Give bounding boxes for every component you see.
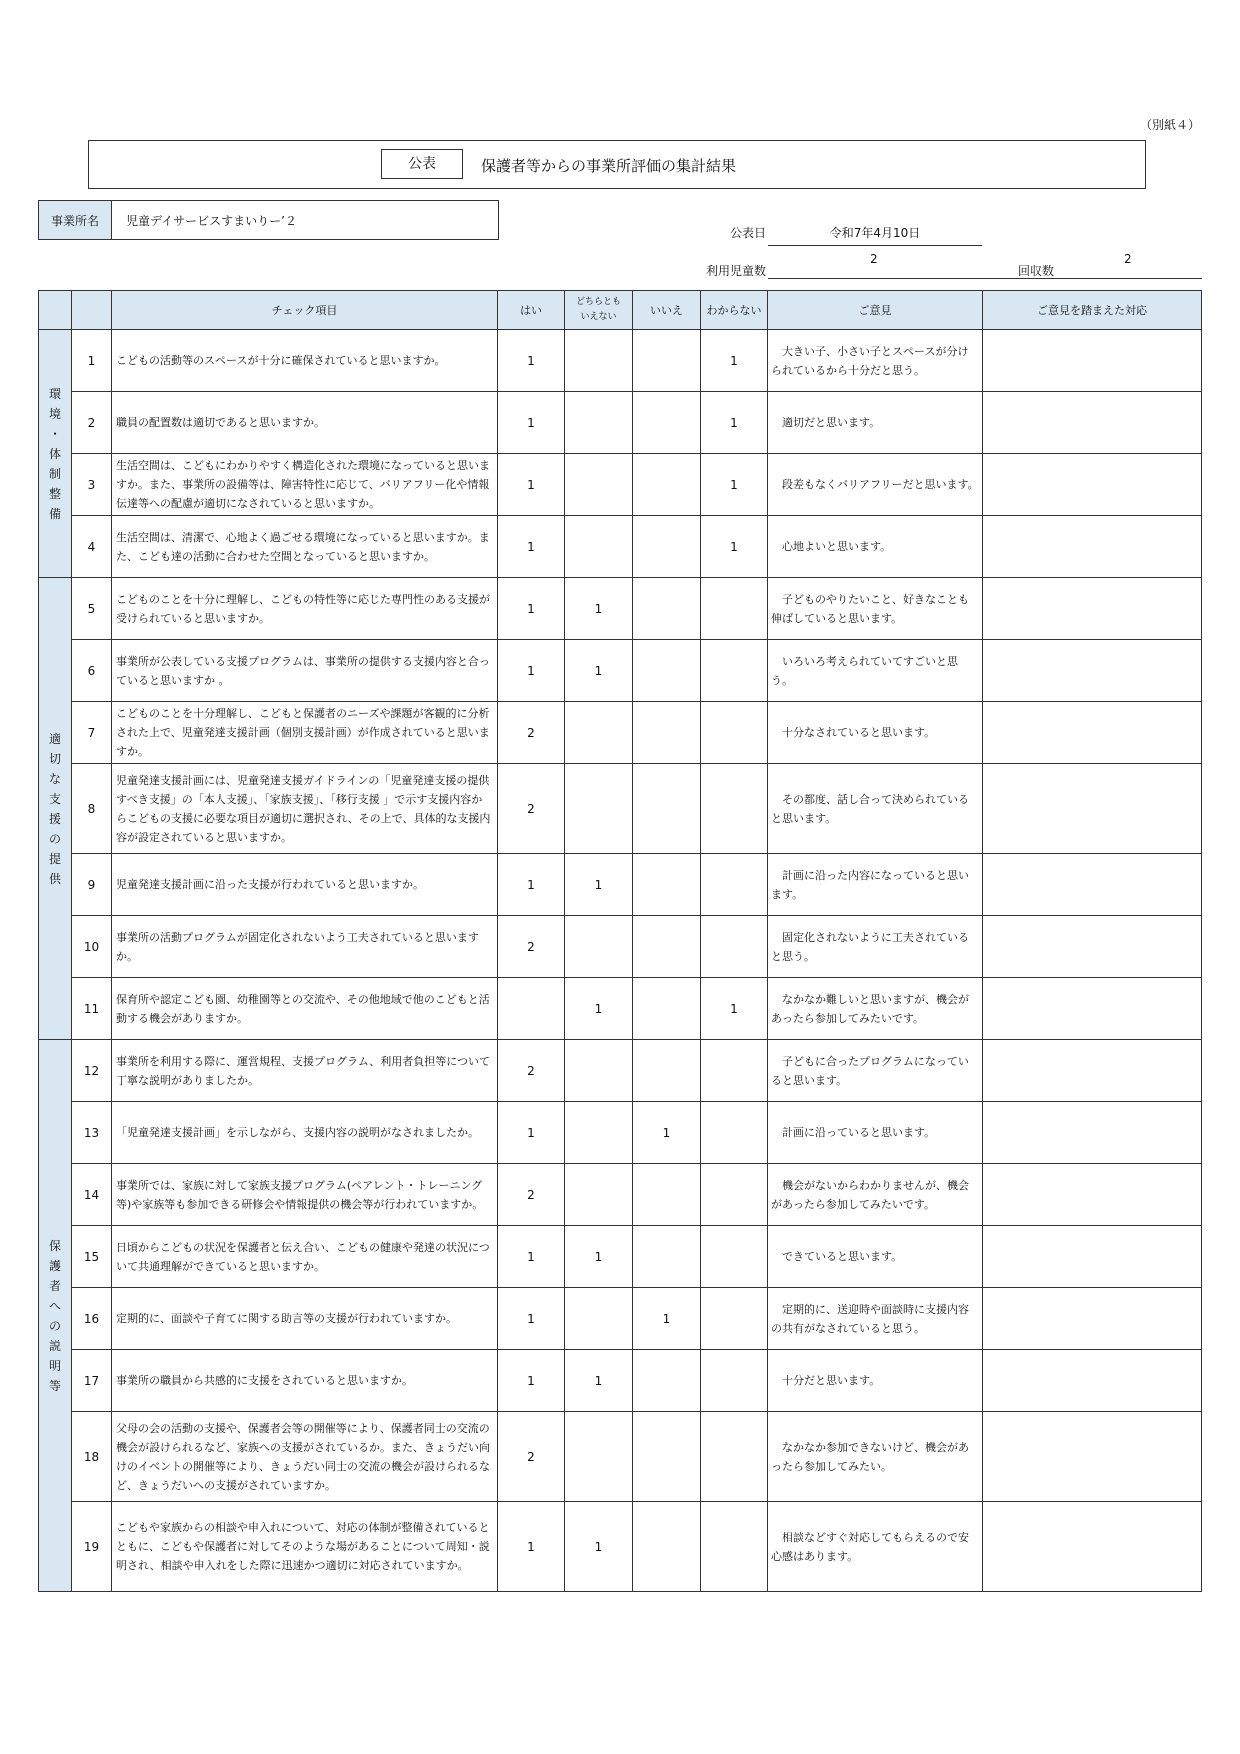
category-char: の: [48, 831, 61, 846]
unknown-count: [701, 1226, 768, 1288]
opinion-text: なかなか参加できないけど、機会があったら参加してみたい。: [768, 1412, 983, 1502]
check-item: 生活空間は、こどもにわかりやすく構造化された環境になっていると思いますか。また、事業所の設備等は、障害特性に応じて、バリアフリー化や情報伝達等への配慮が適切になされていると思いますか。: [112, 454, 498, 516]
neutral-count: [565, 702, 633, 764]
row-number: 5: [72, 578, 112, 640]
row-number: 14: [72, 1164, 112, 1226]
yes-count: 1: [498, 1102, 565, 1164]
no-count: [633, 1164, 701, 1226]
table-row: [39, 392, 1202, 454]
check-item: こどもや家族からの相談や申入れについて、対応の体制が整備されているとともに、こどもや保護者に対してそのような場があることについて周知・説明され、相談や申入れをした際に迅速かつ適切に対応されていますか。: [112, 1502, 498, 1592]
yes-count: 1: [498, 1502, 565, 1592]
response-cell: [983, 1350, 1202, 1412]
yes-count: 1: [498, 640, 565, 702]
no-count: [633, 978, 701, 1040]
no-count: 1: [633, 1288, 701, 1350]
yes-count: 2: [498, 1412, 565, 1502]
check-item: 事業所の職員から共感的に支援をされていると思いますか。: [112, 1350, 498, 1412]
neutral-count: [565, 916, 633, 978]
opinion-text: 大きい子、小さい子とスペースが分けられているから十分だと思う。: [768, 330, 983, 392]
public-tag: 公表: [381, 149, 463, 179]
opinion-text: 子どものやりたいこと、好きなことも伸ばしていると思います。: [768, 578, 983, 640]
check-item: 事業所では、家族に対して家族支援プログラム(ペアレント・トレーニング等)や家族等も参加できる研修会や情報提供の機会等が行われていますか。: [112, 1164, 498, 1226]
appendix-label: （別紙４）: [1139, 118, 1200, 132]
opinion-text: 相談などすぐ対応してもらえるので安心感はあります。: [768, 1502, 983, 1592]
category-char: へ: [48, 1298, 61, 1313]
table-row: [39, 640, 1202, 702]
yes-count: 2: [498, 702, 565, 764]
header-response: ご意見を踏まえた対応: [983, 291, 1202, 330]
users-count-label: 利用児童数: [706, 264, 767, 278]
yes-count: 1: [498, 1288, 565, 1350]
unknown-count: [701, 1502, 768, 1592]
yes-count: [498, 978, 565, 1040]
check-item: こどもの活動等のスペースが十分に確保されていると思いますか。: [112, 330, 498, 392]
header-neutral-line1: どちらとも: [575, 297, 621, 307]
unknown-count: 1: [701, 516, 768, 578]
category-char: 保: [48, 1238, 61, 1253]
row-number: 19: [72, 1502, 112, 1592]
neutral-count: [565, 516, 633, 578]
opinion-text: 固定化されないように工夫されていると思う。: [768, 916, 983, 978]
yes-count: 1: [498, 392, 565, 454]
no-count: [633, 702, 701, 764]
header-no: いいえ: [633, 291, 701, 330]
yes-count: 1: [498, 854, 565, 916]
office-name-label: 事業所名: [39, 201, 112, 239]
category-char: ・: [48, 426, 61, 441]
table-row: [39, 1502, 1202, 1592]
no-count: [633, 516, 701, 578]
table-row: [39, 1040, 1202, 1102]
table-row: [39, 702, 1202, 764]
yes-count: 2: [498, 1164, 565, 1226]
opinion-text: なかなか難しいと思いますが、機会があったら参加してみたいです。: [768, 978, 983, 1040]
yes-count: 1: [498, 454, 565, 516]
row-number: 10: [72, 916, 112, 978]
neutral-count: [565, 1102, 633, 1164]
row-number: 2: [72, 392, 112, 454]
neutral-count: [565, 454, 633, 516]
yes-count: 2: [498, 764, 565, 854]
unknown-count: [701, 640, 768, 702]
neutral-count: [565, 1412, 633, 1502]
response-cell: [983, 978, 1202, 1040]
row-number: 1: [72, 330, 112, 392]
header-neutral: [565, 291, 633, 330]
header-yes: はい: [498, 291, 565, 330]
neutral-count: [565, 1288, 633, 1350]
category-char: 提: [48, 851, 61, 866]
category-char: 環: [48, 386, 61, 401]
response-cell: [983, 916, 1202, 978]
response-cell: [983, 1288, 1202, 1350]
response-cell: [983, 640, 1202, 702]
unknown-count: [701, 1102, 768, 1164]
category-char: 整: [48, 486, 61, 501]
response-cell: [983, 1164, 1202, 1226]
yes-count: 1: [498, 1350, 565, 1412]
response-cell: [983, 1502, 1202, 1592]
document-title: 保護者等からの事業所評価の集計結果: [481, 157, 737, 175]
table-row: [39, 578, 1202, 640]
check-item: 日頃からこどもの状況を保護者と伝え合い、こどもの健康や発達の状況について共通理解ができていると思いますか。: [112, 1226, 498, 1288]
row-number: 12: [72, 1040, 112, 1102]
opinion-text: 心地よいと思います。: [768, 516, 983, 578]
no-count: [633, 640, 701, 702]
response-cell: [983, 454, 1202, 516]
neutral-count: 1: [565, 640, 633, 702]
row-number: 18: [72, 1412, 112, 1502]
unknown-count: [701, 916, 768, 978]
neutral-count: [565, 1164, 633, 1226]
opinion-text: 段差もなくバリアフリーだと思います。: [768, 454, 983, 516]
yes-count: 1: [498, 330, 565, 392]
header-opinion: ご意見: [768, 291, 983, 330]
neutral-count: [565, 1040, 633, 1102]
publication-date-value: 令和7年4月10日: [768, 224, 982, 246]
table-row: [39, 1164, 1202, 1226]
unknown-count: [701, 764, 768, 854]
response-cell: [983, 1226, 1202, 1288]
no-count: [633, 1502, 701, 1592]
title-box: [88, 140, 1146, 189]
category-char: な: [48, 771, 61, 786]
table-row: [39, 978, 1202, 1040]
neutral-count: [565, 330, 633, 392]
table-row: [39, 1288, 1202, 1350]
check-item: 児童発達支援計画には、児童発達支援ガイドラインの「児童発達支援の提供すべき支援」の「本人支援」、「家族支援」、「移行支援 」で示す支援内容からこどもの支援に必要な項目が適切に選択され、その上で、具体的な支援内容が設定されていると思いますか。: [112, 764, 498, 854]
table-row: [39, 916, 1202, 978]
no-count: [633, 1412, 701, 1502]
unknown-count: 1: [701, 454, 768, 516]
category-char: 制: [48, 466, 61, 481]
unknown-count: [701, 1412, 768, 1502]
row-number: 9: [72, 854, 112, 916]
unknown-count: 1: [701, 978, 768, 1040]
opinion-text: その都度、話し合って決められていると思います。: [768, 764, 983, 854]
check-item: 定期的に、面談や子育てに関する助言等の支援が行われていますか。: [112, 1288, 498, 1350]
table-row: [39, 516, 1202, 578]
office-name-value: 児童デイサービスすまいりー’２: [126, 213, 297, 228]
no-count: [633, 764, 701, 854]
opinion-text: 計画に沿っていると思います。: [768, 1102, 983, 1164]
table-row: [39, 1226, 1202, 1288]
unknown-count: 1: [701, 330, 768, 392]
opinion-text: 計画に沿った内容になっていると思います。: [768, 854, 983, 916]
count-underline: [768, 278, 1202, 279]
header-number: [72, 291, 112, 330]
no-count: [633, 392, 701, 454]
check-item: 事業所が公表している支援プログラムは、事業所の提供する支援内容と合っていると思いますか 。: [112, 640, 498, 702]
row-number: 11: [72, 978, 112, 1040]
response-cell: [983, 392, 1202, 454]
check-item: こどものことを十分理解し、こどもと保護者のニーズや課題が客観的に分析された上で、児童発達支援計画（個別支援計画）が作成されていると思いますか。: [112, 702, 498, 764]
category-char: 支: [48, 791, 61, 806]
yes-count: 1: [498, 578, 565, 640]
neutral-count: 1: [565, 1226, 633, 1288]
row-number: 17: [72, 1350, 112, 1412]
row-number: 6: [72, 640, 112, 702]
category-char: 者: [48, 1278, 61, 1293]
table-row: [39, 1412, 1202, 1502]
neutral-count: [565, 764, 633, 854]
opinion-text: いろいろ考えられていてすごいと思う。: [768, 640, 983, 702]
yes-count: 1: [498, 1226, 565, 1288]
unknown-count: 1: [701, 392, 768, 454]
row-number: 4: [72, 516, 112, 578]
neutral-count: [565, 392, 633, 454]
row-number: 7: [72, 702, 112, 764]
unknown-count: [701, 1040, 768, 1102]
row-number: 3: [72, 454, 112, 516]
opinion-text: 子どもに合ったプログラムになっていると思います。: [768, 1040, 983, 1102]
no-count: 1: [633, 1102, 701, 1164]
unknown-count: [701, 854, 768, 916]
responses-count-label: 回収数: [1018, 264, 1055, 278]
category-char: 切: [48, 751, 61, 766]
no-count: [633, 578, 701, 640]
no-count: [633, 916, 701, 978]
category-char: 説: [48, 1338, 61, 1353]
response-cell: [983, 1040, 1202, 1102]
opinion-text: 機会がないからわかりませんが、機会があったら参加してみたいです。: [768, 1164, 983, 1226]
yes-count: 2: [498, 916, 565, 978]
category-char: 等: [48, 1378, 61, 1393]
neutral-count: 1: [565, 854, 633, 916]
header-neutral-line2: いえない: [580, 312, 617, 322]
opinion-text: 適切だと思います。: [768, 392, 983, 454]
category-char: 適: [48, 731, 61, 746]
yes-count: 1: [498, 516, 565, 578]
category-cell: [39, 1040, 72, 1592]
table-row: [39, 1102, 1202, 1164]
category-char: 護: [48, 1258, 61, 1273]
unknown-count: [701, 1350, 768, 1412]
row-number: 16: [72, 1288, 112, 1350]
table-row: [39, 330, 1202, 392]
neutral-count: 1: [565, 1350, 633, 1412]
check-item: 父母の会の活動の支援や、保護者会等の開催等により、保護者同士の交流の機会が設けられるなど、家族への支援がされているか。また、きょうだい向けのイベントの開催等により、きょうだい同士の交流の機会が設けられるなど、きょうだいへの支援がされていますか。: [112, 1412, 498, 1502]
unknown-count: [701, 578, 768, 640]
opinion-text: 十分なされていると思います。: [768, 702, 983, 764]
no-count: [633, 1226, 701, 1288]
unknown-count: [701, 1288, 768, 1350]
category-cell: [39, 330, 72, 578]
category-char: の: [48, 1318, 61, 1333]
no-count: [633, 454, 701, 516]
response-cell: [983, 578, 1202, 640]
unknown-count: [701, 1164, 768, 1226]
publication-date-label: 公表日: [730, 226, 767, 240]
row-number: 13: [72, 1102, 112, 1164]
yes-count: 2: [498, 1040, 565, 1102]
response-cell: [983, 516, 1202, 578]
header-category: [39, 291, 72, 330]
category-char: 備: [48, 506, 61, 521]
response-cell: [983, 1412, 1202, 1502]
header-item: チェック項目: [112, 291, 498, 330]
neutral-count: 1: [565, 578, 633, 640]
check-item: こどものことを十分に理解し、こどもの特性等に応じた専門性のある支援が受けられていると思いますか。: [112, 578, 498, 640]
check-item: 事業所の活動プログラムが固定化されないよう工夫されていると思いますか。: [112, 916, 498, 978]
users-count-value: 2: [870, 252, 878, 266]
category-char: 境: [48, 406, 61, 421]
category-char: 供: [48, 871, 61, 886]
neutral-count: 1: [565, 978, 633, 1040]
header-unknown: わからない: [701, 291, 768, 330]
response-cell: [983, 702, 1202, 764]
table-row: [39, 1350, 1202, 1412]
category-char: 明: [48, 1358, 61, 1373]
check-item: 事業所を利用する際に、運営規程、支援プログラム、利用者負担等について丁寧な説明がありましたか。: [112, 1040, 498, 1102]
table-row: [39, 764, 1202, 854]
opinion-text: 定期的に、送迎時や面談時に支援内容の共有がなされていると思う。: [768, 1288, 983, 1350]
table-row: [39, 454, 1202, 516]
check-item: 生活空間は、清潔で、心地よく過ごせる環境になっていると思いますか。また、こども達の活動に合わせた空間となっていると思いますか。: [112, 516, 498, 578]
response-cell: [983, 1102, 1202, 1164]
response-cell: [983, 854, 1202, 916]
row-number: 8: [72, 764, 112, 854]
opinion-text: 十分だと思います。: [768, 1350, 983, 1412]
response-cell: [983, 764, 1202, 854]
category-char: 体: [48, 446, 61, 461]
row-number: 15: [72, 1226, 112, 1288]
response-cell: [983, 330, 1202, 392]
no-count: [633, 330, 701, 392]
category-cell: [39, 578, 72, 1040]
unknown-count: [701, 702, 768, 764]
evaluation-table: [38, 290, 1202, 1592]
table-row: [39, 854, 1202, 916]
table-header-row: [39, 291, 1202, 330]
table-body: [39, 330, 1202, 1592]
office-name-box: [38, 200, 499, 240]
no-count: [633, 1350, 701, 1412]
neutral-count: 1: [565, 1502, 633, 1592]
check-item: 「児童発達支援計画」を示しながら、支援内容の説明がなされましたか。: [112, 1102, 498, 1164]
category-char: 援: [48, 811, 61, 826]
no-count: [633, 854, 701, 916]
check-item: 保育所や認定こども園、幼稚園等との交流や、その他地域で他のこどもと活動する機会がありますか。: [112, 978, 498, 1040]
responses-count-value: 2: [1124, 252, 1132, 266]
no-count: [633, 1040, 701, 1102]
check-item: 児童発達支援計画に沿った支援が行われていると思いますか。: [112, 854, 498, 916]
check-item: 職員の配置数は適切であると思いますか。: [112, 392, 498, 454]
opinion-text: できていると思います。: [768, 1226, 983, 1288]
